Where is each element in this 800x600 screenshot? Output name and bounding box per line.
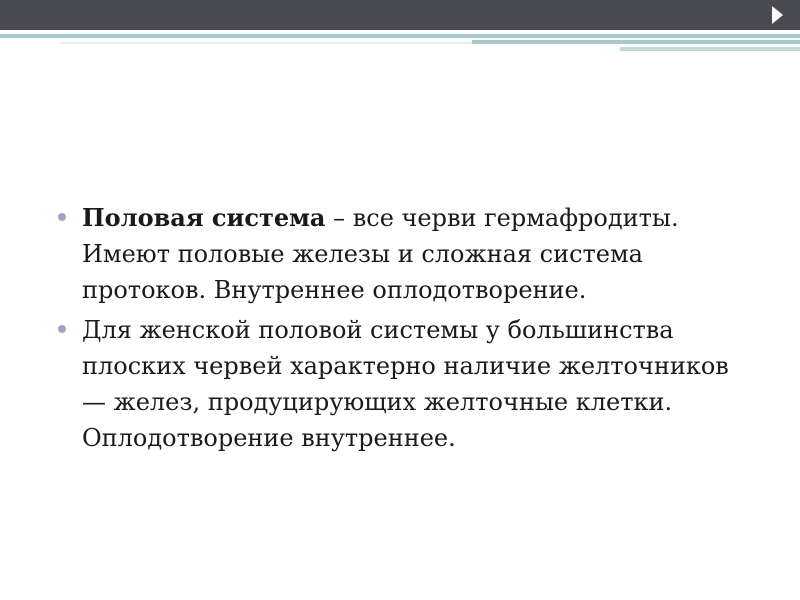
slide-header-band (0, 0, 800, 30)
bullet-text: Для женской половой системы у большинства плоских червей характерно наличие желточников — желез, продуцирующих желточные клетки. Оплодотворение внутреннее. (82, 316, 729, 452)
decorative-stripe (0, 34, 800, 38)
bullet-term: Половая система (82, 203, 326, 232)
decorative-stripe-fade (60, 42, 472, 44)
play-arrow-icon[interactable] (772, 6, 783, 24)
bullet-text: – все черви гермафродиты. Имеют половые железы и сложная система протоков. Внутреннее оплодотворение. (82, 204, 679, 304)
bullet-dot-icon (58, 325, 66, 333)
bullet-dot-icon (58, 213, 66, 221)
bullet-item (56, 312, 756, 456)
decorative-stripe (472, 40, 800, 44)
decorative-stripe (620, 47, 800, 51)
bullet-list (56, 200, 756, 456)
bullet-item (56, 200, 756, 308)
slide-body (56, 200, 756, 460)
